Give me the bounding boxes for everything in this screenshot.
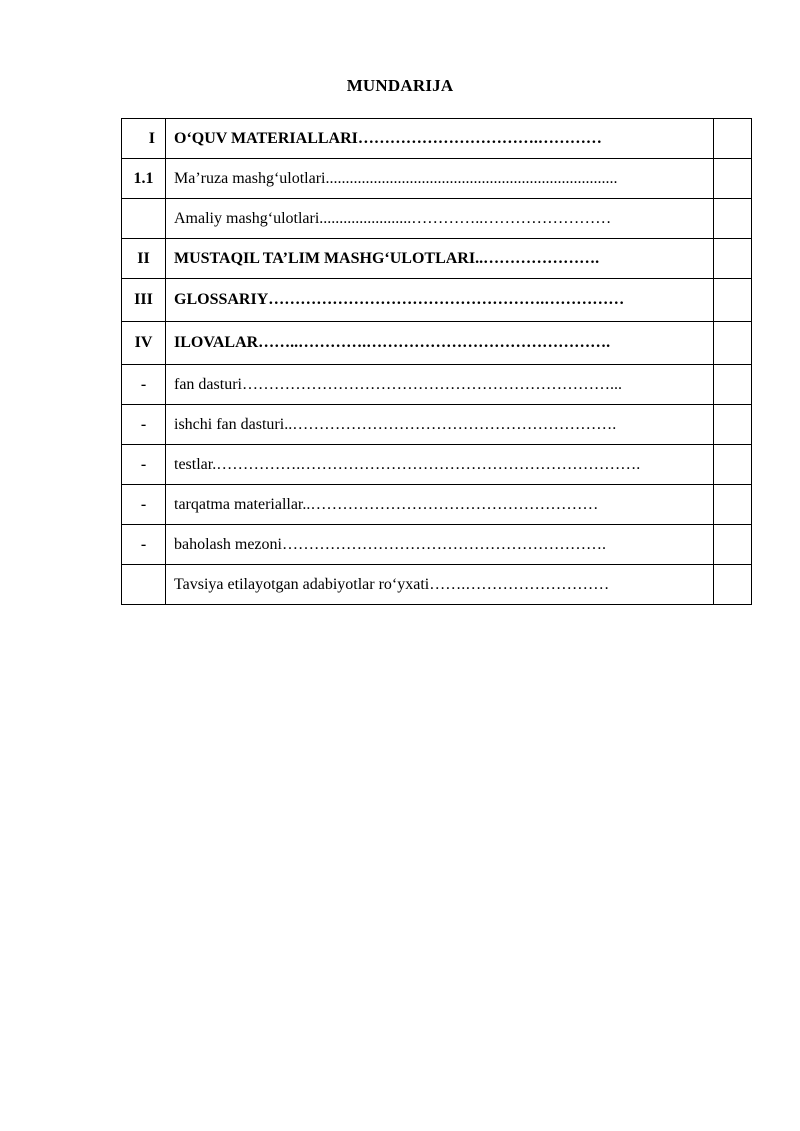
toc-page-cell	[714, 445, 752, 485]
toc-section-number	[122, 565, 166, 605]
toc-entry-title: fan dasturi……………………………………………………………...	[166, 365, 714, 405]
page-title: MUNDARIJA	[346, 76, 454, 95]
toc-section-number: -	[122, 365, 166, 405]
toc-entry-title: MUSTAQIL TA’LIM MASHG‘ULOTLARI..………………….	[166, 239, 714, 279]
toc-entry-title: O‘QUV MATERIALLARI…………………………….…………	[166, 119, 714, 159]
toc-entry-title: ishchi fan dasturi..…………………………………………………….	[166, 405, 714, 445]
toc-entry-title: GLOSSARIY…………………………………………….……………	[166, 279, 714, 322]
toc-row	[122, 525, 752, 565]
toc-row	[122, 279, 752, 322]
toc-page-cell	[714, 322, 752, 365]
toc-row	[122, 445, 752, 485]
toc-section-number	[122, 199, 166, 239]
toc-page-cell	[714, 159, 752, 199]
toc-entry-title: Amaliy mashg‘ulotlari.......................…………..……………………	[166, 199, 714, 239]
toc-row	[122, 405, 752, 445]
toc-section-number: -	[122, 525, 166, 565]
toc-page-cell	[714, 199, 752, 239]
toc-entry-title: tarqatma materiallar..………………………………………………	[166, 485, 714, 525]
toc-page-cell	[714, 239, 752, 279]
toc-section-number: III	[122, 279, 166, 322]
toc-page-cell	[714, 119, 752, 159]
toc-section-number: -	[122, 485, 166, 525]
toc-section-number: I	[122, 119, 166, 159]
toc-row	[122, 199, 752, 239]
toc-row	[122, 565, 752, 605]
toc-entry-title: ILOVALAR……..………….……………………………………….	[166, 322, 714, 365]
toc-entry-title: baholash mezoni…………………………………………………….	[166, 525, 714, 565]
toc-section-number: -	[122, 445, 166, 485]
toc-row	[122, 239, 752, 279]
toc-row	[122, 159, 752, 199]
toc-page-cell	[714, 405, 752, 445]
toc-page-cell	[714, 565, 752, 605]
toc-page-cell	[714, 279, 752, 322]
toc-page-cell	[714, 525, 752, 565]
toc-entry-title: Ma’ruza mashg‘ulotlari.........................................................................	[166, 159, 714, 199]
toc-entry-title: Tavsiya etilayotgan adabiyotlar ro‘yxati…….………………………	[166, 565, 714, 605]
toc-row	[122, 322, 752, 365]
toc-page-cell	[714, 485, 752, 525]
table-of-contents	[121, 118, 752, 605]
toc-section-number: -	[122, 405, 166, 445]
toc-row	[122, 119, 752, 159]
toc-row	[122, 365, 752, 405]
toc-entry-title: testlar.…………….……………………………………………………….	[166, 445, 714, 485]
toc-section-number: II	[122, 239, 166, 279]
toc-section-number: IV	[122, 322, 166, 365]
toc-section-number: 1.1	[122, 159, 166, 199]
toc-page-cell	[714, 365, 752, 405]
toc-row	[122, 485, 752, 525]
